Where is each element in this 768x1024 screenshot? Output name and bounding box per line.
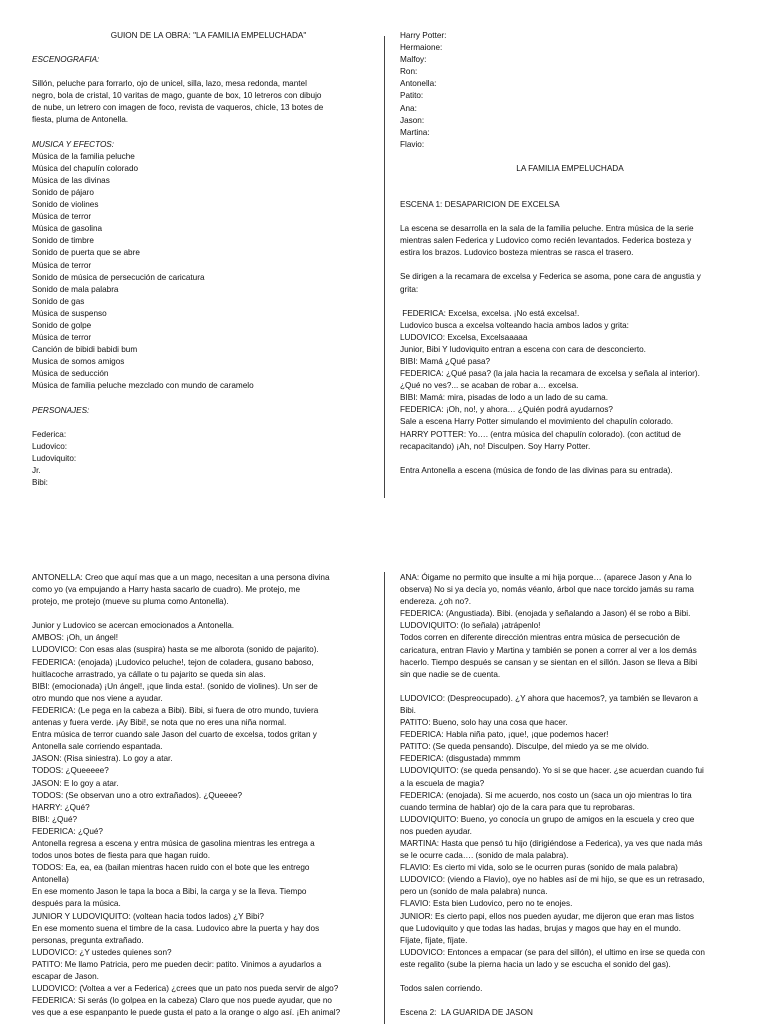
text-line: Sillón, peluche para forrarlo, ojo de unicel, silla, lazo, mesa redonda, mantel [32, 79, 307, 89]
dialogue-block [400, 308, 740, 453]
text-line: La escena se desarrolla en la sala de la familia peluche. Entra música de la serie [400, 224, 694, 234]
text-line: como yo (va empujando a Harry hasta sacarlo de cuadro). Me protejo, me [32, 585, 301, 595]
list-item: Patito: [400, 91, 424, 101]
list-item: Música de la familia peluche [32, 151, 135, 161]
text-line: LUDOVICO: ¿Y ustedes quienes son? [32, 947, 172, 957]
list-item: Música de familia peluche mezclado con mundo de caramelo [32, 381, 254, 391]
text-line: FEDERICA: ¿Qué pasa? (la jala hacia la recamara de excelsa y señala al interior). [400, 369, 700, 379]
text-line: TODOS: Ea, ea, ea (bailan mientras hacen ruido con el bote que les entrego [32, 863, 310, 873]
spacer [32, 417, 377, 429]
list-item: Sonido de puerta que se abre [32, 248, 140, 258]
list-item: Flavio: [400, 139, 425, 149]
text-line: TODOS: (Se observan uno a otro extrañados). ¿Queeee? [32, 790, 243, 800]
text-line: cuando termina de hablar) ojo de la cara para que tu reprobaras. [400, 802, 635, 812]
text-line: LUDOVIQUITO: (se queda pensando). Yo si se que hacer. ¿se acuerdan cuando fui [400, 766, 704, 776]
personajes-heading: PERSONAJES: [32, 405, 90, 415]
text-line: grita: [400, 284, 419, 294]
list-item: Música de gasolina [32, 224, 103, 234]
text-line: caricatura, entran Flavio y Martina y también se ponen a correr al ver a los demás [400, 645, 697, 655]
list-item: Jr. [32, 465, 41, 475]
text-line: HARRY POTTER: Yo…. (entra música del chapulín colorado). (con actitud de [400, 429, 681, 439]
text-line: mientras salen Federica y Ludovico como recién levantados. Federica bosteza y [400, 236, 692, 246]
spacer [400, 453, 740, 465]
text-line: LUDOVICO: Excelsa, Excelsaaaaa [400, 332, 528, 342]
list-item: Ludovico: [32, 441, 68, 451]
dialogue-block [400, 572, 740, 681]
list-item: Ludoviquito: [32, 453, 77, 463]
list-item: Música de suspenso [32, 308, 107, 318]
scene-1-heading: ESCENA 1: DESAPARICION DE EXCELSA [400, 200, 560, 210]
text-line: personas, pregunta extrañado. [32, 935, 144, 945]
text-line: LUDOVICO: Con esas alas (suspira) hasta se me alborota (sonido de pajarito). [32, 645, 319, 655]
text-line: FEDERICA: (disgustada) mmmm [400, 754, 521, 764]
text-line: JASON: E lo goy a atar. [32, 778, 119, 788]
spacer [400, 151, 740, 163]
list-item: Malfoy: [400, 55, 427, 65]
list-item: Sonido de violines [32, 200, 99, 210]
spacer [400, 971, 740, 983]
text-line: ves que a ese espanpanto le puede gusta el pato a la orange o algo así. ¡Eh animal? [32, 1008, 341, 1018]
text-line: FEDERICA: ¡Oh, no!, y ahora… ¿Quién podrá ayudarnos? [400, 405, 613, 415]
text-line: TODOS: ¿Queeeee? [32, 766, 109, 776]
list-item: Martina: [400, 127, 430, 137]
list-item: Canción de bibidi babidi bum [32, 345, 138, 355]
text-line: Antonella) [32, 875, 69, 885]
list-item: Harry Potter: [400, 31, 447, 40]
personajes-list-continued [400, 30, 740, 151]
spacer [32, 42, 377, 54]
text-line: LUDOVICO: (viendo a Flavio), oye no hables así de mi hijo, se que es un retrasado, [400, 875, 705, 885]
text-line: protejo, me protejo (mueve su pluma como Antonella). [32, 597, 229, 607]
text-line: otro mundo que nos viene a ayudar. [32, 693, 163, 703]
list-item: Musica de somos amigos [32, 357, 125, 367]
personajes-list [32, 429, 377, 489]
list-item: Sonido de mala palabra [32, 284, 119, 294]
text-line: ANTONELLA: Creo que aquí mas que a un mago, necesitan a una persona divina [32, 573, 330, 582]
text-line: AMBOS: ¡Oh, un ángel! [32, 633, 119, 643]
play-title: LA FAMILIA EMPELUCHADA [516, 163, 624, 173]
page-1 [32, 30, 377, 510]
text-line: HARRY: ¿Qué? [32, 802, 90, 812]
text-line: JUNIOR: Es cierto papi, ellos nos pueden ayudar, me dijeron que eran mas listos [400, 911, 694, 921]
text-line: nos pueden ayudar. [400, 826, 472, 836]
text-line: hacerlo. Tiempo después se cansan y se sientan en el sillón. Jason se lleva a Bibi [400, 657, 698, 667]
text-line: sin que nadie se de cuenta. [400, 669, 501, 679]
escenografia-list [32, 78, 377, 126]
musica-list [32, 151, 377, 393]
text-line: todos unos botes de fiesta para que hagan ruido. [32, 851, 210, 861]
text-line: fiesta, pluma de Antonella. [32, 115, 129, 125]
spacer [400, 259, 740, 271]
list-item: Sonido de timbre [32, 236, 94, 246]
text-line: a la escuela de magia? [400, 778, 485, 788]
text-line: Entra música de terror cuando sale Jason del cuarto de excelsa, todos gritan y [32, 730, 317, 740]
text-line: recapacitando) ¡Ah, no! Disculpen. Soy Harry Potter. [400, 441, 591, 451]
text-line: Antonella sale corriendo espantada. [32, 742, 163, 752]
spacer [400, 681, 740, 693]
list-item: Música de las divinas [32, 175, 110, 185]
text-line: FEDERICA: Habla niña pato, ¡que!, ¡que podemos hacer! [400, 730, 609, 740]
list-item: Música de terror [32, 333, 92, 343]
musica-heading: MUSICA Y EFECTOS: [32, 139, 115, 149]
text-line: negro, bola de cristal, 10 varitas de mago, guante de box, 10 letreros con dibujo [32, 91, 322, 101]
scene-2-heading: Escena 2: LA GUARIDA DE JASON [400, 1008, 533, 1018]
list-item: Ana: [400, 103, 417, 113]
text-line: FLAVIO: Es cierto mi vida, solo se le ocurren puras (sonido de mala palabra) [400, 863, 678, 873]
text-line: Sale a escena Harry Potter simulando el movimiento del chapulín colorado. [400, 417, 674, 427]
page-3 [32, 572, 377, 1024]
list-item: Sonido de pájaro [32, 187, 94, 197]
text-line: JASON: (Risa siniestra). Lo goy a atar. [32, 754, 173, 764]
paragraph [400, 271, 740, 295]
spacer [32, 66, 377, 78]
text-line: Fíjate, fíjate, fíjate. [400, 935, 468, 945]
text-line: BIBI: ¿Qué? [32, 814, 78, 824]
text-line: MARTINA: Hasta que pensó tu hijo (dirigiéndose a Federica), ya ves que nada más [400, 838, 703, 848]
text-line: estira los brazos. Ludovico bosteza mientras se rasca el trasero. [400, 248, 634, 258]
text-line: Bibi. [400, 705, 416, 715]
list-item: Música de terror [32, 260, 92, 270]
text-line: FEDERICA: (enojada). Si me acuerdo, nos costo un (saca un ojo mientras lo tira [400, 790, 692, 800]
text-line: huitlacoche arrastrado, ya cállate o tu pajarito se queda sin alas. [32, 669, 266, 679]
spacer [32, 608, 377, 620]
spacer [32, 127, 377, 139]
text-line: Entra Antonella a escena (música de fondo de las divinas para su entrada). [400, 465, 673, 475]
column-divider-top [384, 36, 385, 498]
text-line: observa) No si ya decía yo, nomás véanlo, árbol que nace torcido jamás su rama [400, 585, 694, 595]
list-item: Sonido de música de persecución de caricatura [32, 272, 205, 282]
spacer [400, 187, 740, 199]
escenografia-heading: ESCENOGRAFIA: [32, 55, 100, 65]
list-item: Sonido de golpe [32, 320, 92, 330]
paragraph [400, 223, 740, 259]
text-line: FEDERICA: (enojada) ¡Ludovico peluche!, tejon de coladera, gusano baboso, [32, 657, 314, 667]
text-line: antenas y fuera verde. ¡Ay Bibi!, se nota que no eres una niña normal. [32, 718, 287, 728]
text-line: LUDOVIQUITO: Bueno, yo conocía un grupo de amigos en la escuela y creo que [400, 814, 695, 824]
text-line: ¿Qué no ves?... se acaban de robar a… excelsa. [400, 381, 579, 391]
text-line: Se dirigen a la recamara de excelsa y Federica se asoma, pone cara de angustia y [400, 272, 701, 282]
paragraph [32, 572, 377, 608]
list-item: Federica: [32, 429, 67, 439]
text-line: PATITO: (Se queda pensando). Disculpe, del miedo ya se me olvido. [400, 742, 649, 752]
list-item: Jason: [400, 115, 425, 125]
page-4 [400, 572, 740, 1024]
text-line: PATITO: Bueno, solo hay una cosa que hacer. [400, 718, 568, 728]
text-line: se le ocurre cada…. (sonido de mala palabra). [400, 851, 569, 861]
text-line: FEDERICA: (Angustiada). Bibi. (enojada y señalando a Jason) él se robo a Bibi. [400, 609, 691, 619]
text-line: JUNIOR Y LUDOVIQUITO: (voltean hacia todos lados) ¿Y Bibi? [32, 911, 264, 921]
list-item: Bibi: [32, 478, 48, 487]
spacer [400, 995, 740, 1007]
text-line: que Ludoviquito y que todas las hadas, brujas y magos que hay en el mundo. [400, 923, 681, 933]
text-line: BIBI: Mamá ¿Qué pasa? [400, 356, 491, 366]
text-line: pero un (sonido de mala palabra) nunca. [400, 887, 548, 897]
text-line: escapar de Jason. [32, 972, 99, 981]
text-line: Junior y Ludovico se acercan emocionados a Antonella. [32, 621, 235, 631]
text-line: En ese momento suena el timbre de la casa. Ludovico abre la puerta y hay dos [32, 923, 320, 933]
text-line: Junior, Bibi Y ludoviquito entran a escena con cara de desconcierto. [400, 344, 646, 354]
list-item: Música de seducción [32, 369, 109, 379]
dialogue-block [400, 693, 740, 971]
text-line: LUDOVICO: (Despreocupado). ¿Y ahora que hacemos?, ya también se llevaron a [400, 693, 698, 703]
text-line: ANA: Óigame no permito que insulte a mi hija porque… (aparece Jason y Ana lo [400, 573, 692, 582]
text-line: este regalito (sube la pierna hacia un lado y se escucha el sonido del gas). [400, 959, 671, 969]
spacer [400, 296, 740, 308]
text-line: endereza. ¿oh no?. [400, 597, 472, 607]
text-line: PATITO: Me llamo Patricia, pero me pueden decir: patito. Vinimos a ayudarlos a [32, 959, 322, 969]
text-line: LUDOVIQUITO: (lo señala) ¡atrápenlo! [400, 621, 541, 631]
text-line: BIBI: Mamá: mira, pisadas de lodo a un lado de su cama. [400, 393, 608, 403]
text-line: Antonella regresa a escena y entra música de gasolina mientras les entrega a [32, 838, 315, 848]
text-line: Ludovico busca a excelsa volteando hacia ambos lados y grita: [400, 320, 629, 330]
text-line: LUDOVICO: (Voltea a ver a Federica) ¿crees que un pato nos pueda servir de algo? [32, 984, 339, 994]
text-line: después para la música. [32, 899, 121, 909]
text-line: FEDERICA: Si serás (lo golpea en la cabeza) Claro que nos puede ayudar, que no [32, 996, 332, 1006]
text-line: BIBI: (emocionada) ¡Un ángel!, ¡que linda esta!. (sonido de violines). Un ser de [32, 681, 318, 691]
text-line: FEDERICA: Excelsa, excelsa. ¡No está excelsa!. [400, 308, 580, 318]
text-line: FLAVIO: Esta bien Ludovico, pero no te enojes. [400, 899, 573, 909]
text-line: Todos salen corriendo. [400, 984, 483, 993]
text-line: Todos corren en diferente dirección mientras entra música de persecución de [400, 633, 680, 643]
list-item: Hermaione: [400, 43, 443, 53]
list-item: Música de terror [32, 212, 92, 222]
list-item: Antonella: [400, 79, 437, 89]
spacer [400, 211, 740, 223]
column-divider-bottom [384, 572, 385, 1024]
dialogue-block [32, 620, 377, 1019]
text-line: En ese momento Jason le tapa la boca a Bibi, la carga y se la lleva. Tiempo [32, 887, 307, 897]
list-item: Música del chapulín colorado [32, 163, 139, 173]
spacer [400, 175, 740, 187]
text-line: LUDOVICO: Entonces a empacar (se para del sillón), el ultimo en irse se queda con [400, 947, 705, 957]
page-2 [400, 30, 740, 510]
text-line: de nube, un letrero con imagen de foco, revista de vaqueros, chicle, 13 botes de [32, 103, 324, 113]
spacer [32, 393, 377, 405]
text-line: FEDERICA: ¿Qué? [32, 826, 103, 836]
document-title: GUION DE LA OBRA: "LA FAMILIA EMPELUCHADA" [110, 31, 307, 40]
list-item: Ron: [400, 67, 418, 77]
list-item: Sonido de gas [32, 296, 85, 306]
text-line: FEDERICA: (Le pega en la cabeza a Bibi). Bibi, si fuera de otro mundo, tuviera [32, 705, 319, 715]
